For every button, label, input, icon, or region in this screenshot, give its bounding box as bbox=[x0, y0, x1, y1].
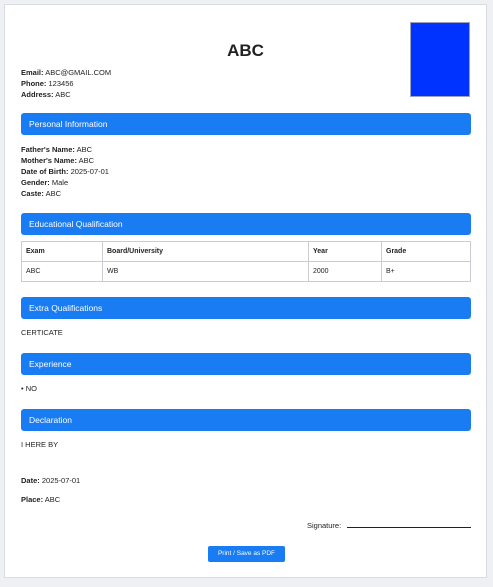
candidate-name: ABC bbox=[227, 41, 264, 60]
experience-text: • NO bbox=[21, 384, 37, 393]
education-table bbox=[21, 241, 471, 282]
column-header-year: Year bbox=[309, 242, 382, 262]
gender-label: Gender: bbox=[21, 178, 50, 187]
caste-value: ABC bbox=[45, 189, 62, 198]
place-value: ABC bbox=[44, 495, 61, 504]
gender-value: Male bbox=[51, 178, 69, 187]
date-value: 2025-07-01 bbox=[41, 476, 81, 485]
cell-board: WB bbox=[103, 262, 309, 282]
contact-block bbox=[21, 67, 111, 100]
cell-grade: B+ bbox=[382, 262, 471, 282]
place-line bbox=[21, 495, 60, 504]
caste-line bbox=[21, 188, 109, 199]
caste-label: Caste: bbox=[21, 189, 44, 198]
address-label: Address: bbox=[21, 90, 54, 99]
declaration-text: I HERE BY bbox=[21, 440, 59, 449]
mother-label: Mother's Name: bbox=[21, 156, 77, 165]
mother-line bbox=[21, 155, 109, 166]
gender-line bbox=[21, 177, 109, 188]
email-line bbox=[21, 67, 111, 78]
table-header-row bbox=[22, 242, 471, 262]
column-header-exam: Exam bbox=[22, 242, 103, 262]
phone-line bbox=[21, 78, 111, 89]
section-experience: Experience bbox=[21, 353, 471, 375]
print-save-pdf-button[interactable]: Print / Save as PDF bbox=[208, 546, 285, 562]
section-personal-information: Personal Information bbox=[21, 113, 471, 135]
cell-year: 2000 bbox=[309, 262, 382, 282]
mother-value: ABC bbox=[78, 156, 95, 165]
dob-value: 2025-07-01 bbox=[70, 167, 109, 176]
dob-line bbox=[21, 166, 109, 177]
personal-info-block bbox=[21, 144, 109, 199]
father-label: Father's Name: bbox=[21, 145, 75, 154]
dob-label: Date of Birth: bbox=[21, 167, 69, 176]
father-line bbox=[21, 144, 109, 155]
cell-exam: ABC bbox=[22, 262, 103, 282]
email-value: ABC@GMAIL.COM bbox=[45, 68, 112, 77]
email-label: Email: bbox=[21, 68, 44, 77]
section-educational-qualification: Educational Qualification bbox=[21, 213, 471, 235]
column-header-grade: Grade bbox=[382, 242, 471, 262]
phone-label: Phone: bbox=[21, 79, 47, 88]
profile-photo bbox=[410, 22, 470, 97]
phone-value: 123456 bbox=[48, 79, 74, 88]
date-label: Date: bbox=[21, 476, 40, 485]
address-value: ABC bbox=[55, 90, 71, 99]
table-row bbox=[22, 262, 471, 282]
section-declaration: Declaration bbox=[21, 409, 471, 431]
section-extra-qualifications: Extra Qualifications bbox=[21, 297, 471, 319]
extra-qualifications-text: CERTICATE bbox=[21, 328, 63, 337]
date-line bbox=[21, 476, 80, 485]
place-label: Place: bbox=[21, 495, 44, 504]
address-line bbox=[21, 89, 111, 100]
signature-line bbox=[347, 527, 471, 528]
column-header-board: Board/University bbox=[103, 242, 309, 262]
father-value: ABC bbox=[76, 145, 92, 154]
signature-label: Signature: bbox=[307, 521, 342, 530]
resume-page bbox=[4, 4, 487, 578]
